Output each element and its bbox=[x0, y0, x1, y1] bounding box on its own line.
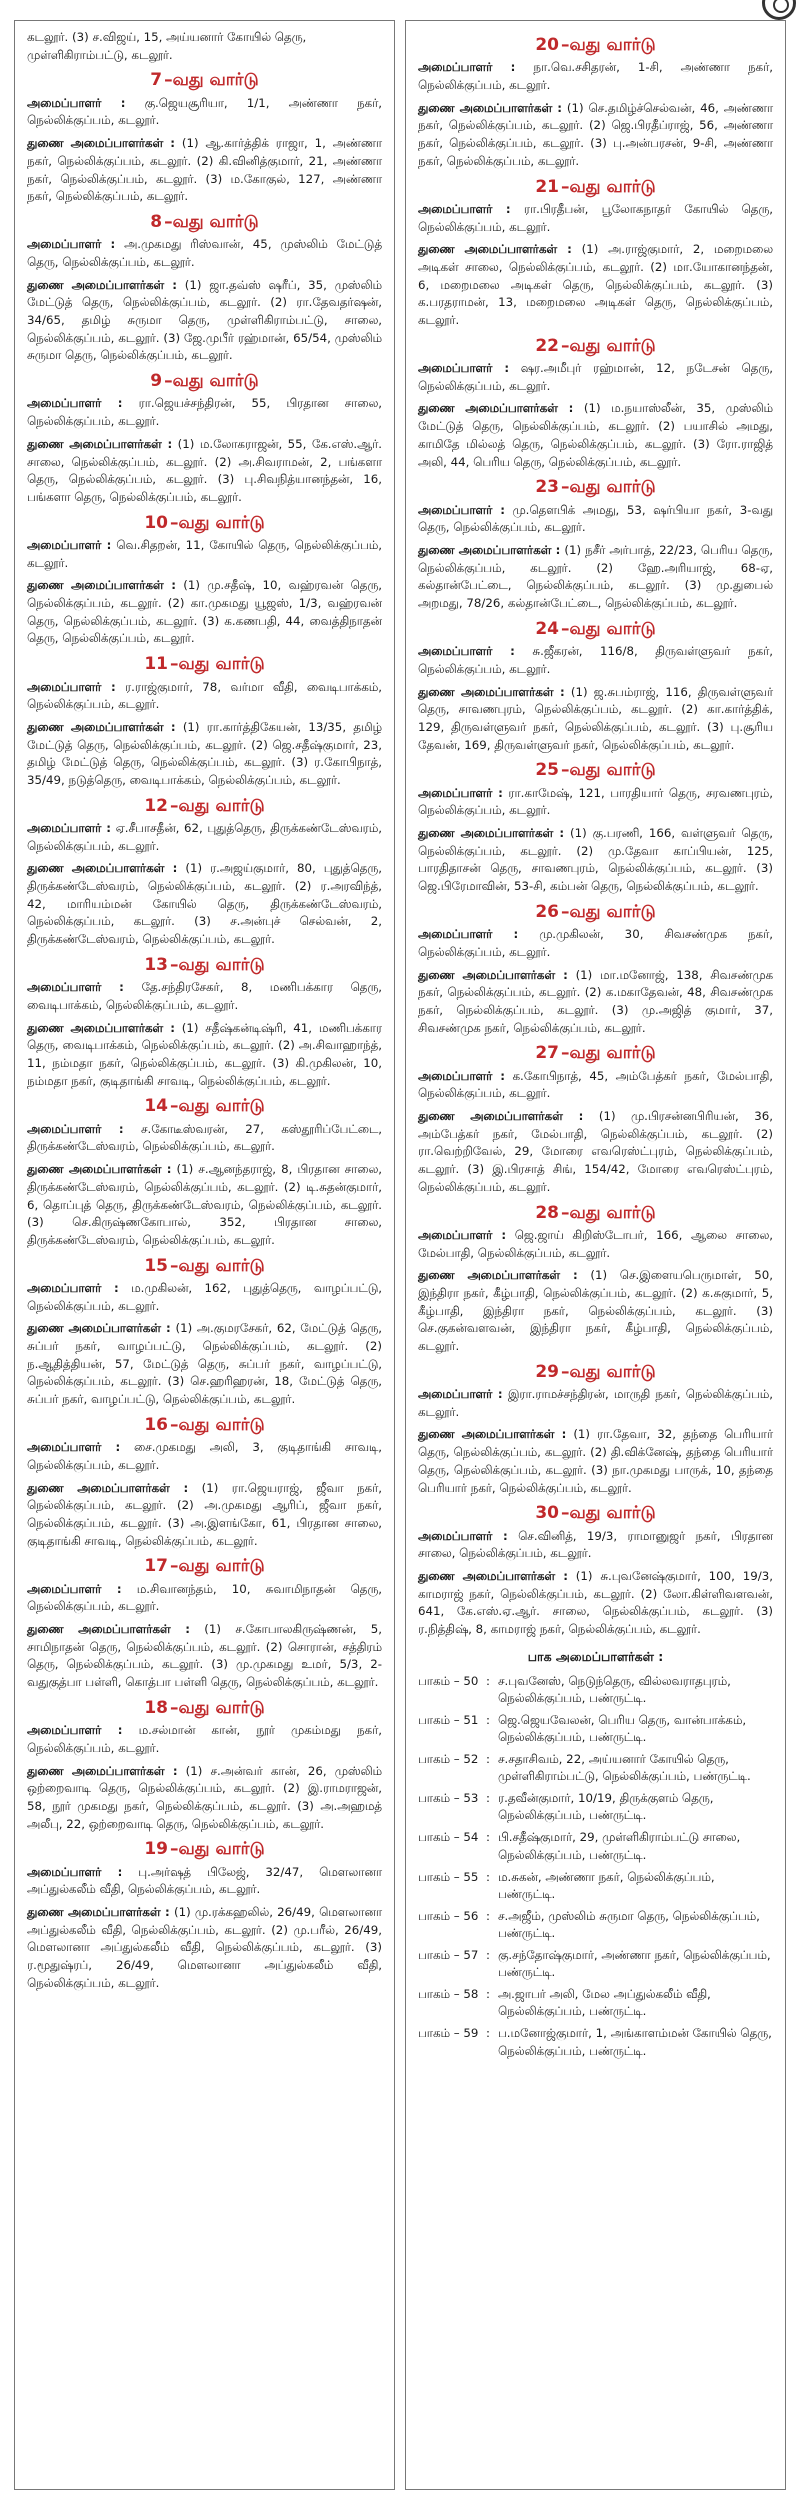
leader-value: ஏ.சீபாசதீன், 62, புதுத்தெரு, திருக்கண்டேஸ்வரம், நெல்லிக்குப்பம், கடலூர். bbox=[27, 821, 382, 853]
logo-icon bbox=[762, 0, 796, 20]
leader-line bbox=[418, 1386, 773, 1421]
deputies-label: துணை அமைப்பாளர்கள் : bbox=[27, 1905, 170, 1920]
leader-value: தே.சந்திரசேகர், 8, மணிபக்கார தெரு, வைடிபாக்கம், நெல்லிக்குப்பம், கடலூர். bbox=[27, 980, 383, 1012]
ward-heading: 20 –வது வார்டு bbox=[535, 35, 656, 55]
deputies-line bbox=[27, 1320, 382, 1408]
ward-heading: 12 –வது வார்டு bbox=[144, 795, 265, 816]
ward-number: 24 bbox=[535, 618, 560, 639]
leader-line bbox=[27, 95, 382, 130]
section-colon: : bbox=[486, 2026, 490, 2041]
section-value: பி.சதீஷ்குமார், 29, முள்ளிகிராம்பட்டு சாலை, நெல்லிக்குப்பம், பண்ருட்டி. bbox=[498, 1830, 741, 1862]
leader-label: அமைப்பாளர் : bbox=[418, 361, 510, 376]
ward-number: 25 bbox=[535, 760, 560, 781]
ward-block bbox=[27, 1698, 382, 1834]
deputies-value: (1) ச.அன்வர் கான், 26, முஸ்லிம் ஒற்றைவாடி தெரு, நெல்லிக்குப்பம், கடலூர். (2) இ.ராமராஜன், 58, நூர் முகமது நகர், நெல்லிக்குப்பம், கடலூர். (3) அ.அஹமத் அலீபு, 22, ஒற்றைவாடி தெரு, நெல்லிக்குப்பம், கடலூர். bbox=[27, 1763, 383, 1831]
leader-label: அமைப்பாளர் : bbox=[418, 60, 516, 75]
ward-heading: 23 –வது வார்டு bbox=[535, 477, 656, 498]
ward-heading: 25 –வது வார்டு bbox=[535, 760, 656, 781]
deputies-value: (1) மு.ரக்கஹலில், 26/49, மௌலானா அப்துல்கலீம் வீதி, நெல்லிக்குப்பம், கடலூர். (2) மு.பரீல், 26/49, மௌலானா அப்துல்கலீம் வீதி, நெல்லிக்குப்பம், கடலூர். (3) ர.மூதுஷ்ரப், 26/49, மௌலானா அப்துல்கலீம் வீதி, நெல்லிக்குப்பம், கடலூர். bbox=[27, 1905, 382, 1990]
deputies-label: துணை அமைப்பாளர்கள் : bbox=[27, 1622, 190, 1637]
ward-number: 10 bbox=[144, 512, 169, 533]
deputies-label: துணை அமைப்பாளர்கள் : bbox=[27, 1321, 171, 1336]
section-row bbox=[418, 1672, 773, 1711]
deputies-label: துணை அமைப்பாளர்கள் : bbox=[27, 719, 176, 734]
ward-suffix: வது வார்டு bbox=[178, 1096, 265, 1117]
section-label: பாகம் – 52 bbox=[418, 1752, 479, 1767]
section-value: ம.சுகன், அண்ணா நகர், நெல்லிக்குப்பம், பண்ருட்டி. bbox=[498, 1869, 715, 1901]
leader-label: அமைப்பாளர் : bbox=[418, 644, 515, 659]
deputies-value: (1) ஆ.கார்த்திக் ராஜா, 1, அண்ணா நகர், நெல்லிக்குப்பம், கடலூர். (2) கி.வினித்குமார், 21, அண்ணா நகர், நெல்லிக்குப்பம், கடலூர். (3) ம.கோகுல், 127, அண்ணா நகர், நெல்லிக்குப்பம், கடலூர். bbox=[27, 136, 382, 204]
leader-label: அமைப்பாளர் : bbox=[418, 785, 503, 800]
ward-suffix: வது வார்டு bbox=[569, 1043, 656, 1064]
ward-heading: 29 –வது வார்டு bbox=[535, 1361, 656, 1382]
leader-value: செ.வினித், 19/3, ராமானுஜர் நகர், பிரதான சாலை, நெல்லிக்குப்பம், கடலூர். bbox=[418, 1528, 774, 1561]
ward-heading: 13 –வது வார்டு bbox=[144, 954, 265, 975]
deputies-line bbox=[418, 1568, 773, 1639]
section-row bbox=[418, 1711, 773, 1750]
leader-line bbox=[418, 1068, 773, 1103]
leader-value: பு.அர்ஷத் பிலேஜ், 32/47, மௌலானா அப்துல்கலீம் வீதி, நெல்லிக்குப்பம், கடலூர். bbox=[27, 1864, 382, 1897]
ward-heading: 30 –வது வார்டு bbox=[535, 1503, 656, 1524]
leader-label: அமைப்பாளர் : bbox=[27, 95, 126, 110]
section-colon: : bbox=[486, 1673, 490, 1688]
deputies-value: (1) அ.ராஜ்குமார், 2, மறைமலை அடிகள் சாலை, நெல்லிக்குப்பம், கடலூர். (2) மா.யோகானந்தன், 6, மறைமலை அடிகள் தெரு, நெல்லிக்குப்பம், கடலூர். (3) க.பரதராமன், 13, மறைமலை அடிகள் தெரு, நெல்லிக்குப்பம், கடலூர். bbox=[418, 242, 774, 328]
leader-label: அமைப்பாளர் : bbox=[27, 1440, 121, 1455]
deputies-line bbox=[27, 1161, 382, 1249]
deputies-label: துணை அமைப்பாளர்கள் : bbox=[418, 826, 565, 841]
ward-suffix: வது வார்டு bbox=[569, 618, 656, 639]
ward-number: 15 bbox=[144, 1255, 169, 1276]
ward-number: 11 bbox=[144, 654, 169, 675]
leader-line bbox=[418, 360, 773, 395]
leader-label: அமைப்பாளர் : bbox=[27, 679, 116, 694]
leader-line bbox=[418, 785, 773, 820]
ward-suffix: வது வார்டு bbox=[178, 1414, 265, 1435]
section-row bbox=[418, 1789, 773, 1828]
deputies-label: துணை அமைப்பாளர்கள் : bbox=[418, 1109, 584, 1124]
deputies-value: (1) செ.இளையபெருமாள், 50, இந்திரா நகர், கீழ்பாதி, நெல்லிக்குப்பம், கடலூர். (2) க.சுகுமார், 5, கீழ்பாதி, இந்திரா நகர், நெல்லிக்குப்பம், கடலூர். (3) செ.குகன்வளவன், இந்திரா நகர், கீழ்பாதி, நெல்லிக்குப்பம், கடலூர். bbox=[418, 1268, 774, 1354]
deputies-label: துணை அமைப்பாளர்கள் : bbox=[27, 1020, 175, 1035]
deputies-line bbox=[27, 1763, 382, 1834]
ward-suffix: வது வார்டு bbox=[569, 1202, 656, 1223]
ward-block bbox=[27, 1839, 382, 1992]
ward-block bbox=[27, 654, 382, 790]
leader-line bbox=[418, 1528, 773, 1563]
deputies-line bbox=[27, 1904, 382, 1992]
section-label: பாகம் – 55 bbox=[418, 1869, 479, 1884]
ward-number: 18 bbox=[144, 1697, 169, 1718]
section-value: ச.சதாசிவம், 22, அய்யனார் கோயில் தெரு, முள்ளிகிராம்பட்டு, நெல்லிக்குப்பம், பண்ருட்டி. bbox=[498, 1752, 751, 1784]
ward-number: 22 bbox=[535, 335, 560, 356]
leader-line bbox=[27, 1722, 382, 1757]
ward-heading: 28 –வது வார்டு bbox=[535, 1202, 656, 1223]
deputies-label: துணை அமைப்பாளர்கள் : bbox=[418, 967, 568, 982]
deputies-line bbox=[27, 860, 382, 948]
ward-block bbox=[27, 371, 382, 507]
leader-value: மு.முகிலன், 30, சிவசண்முக நகர், நெல்லிக்குப்பம், கடலூர். bbox=[418, 927, 773, 959]
leader-label: அமைப்பாளர் : bbox=[418, 1528, 508, 1543]
deputies-line bbox=[418, 542, 773, 613]
section-value: ர.தவீன்குமார், 10/19, திருக்குளம் தெரு, நெல்லிக்குப்பம், பண்ருட்டி. bbox=[498, 1791, 714, 1823]
ward-heading: 15 –வது வார்டு bbox=[144, 1255, 265, 1276]
deputies-value: (1) ம.லோகராஜன், 55, கே.எஸ்.ஆர். சாலை, நெல்லிக்குப்பம், கடலூர். (2) அ.சிவராமன், 2, பங்களா தெரு, நெல்லிக்குப்பம், கடலூர். (3) பு.சிவநித்யானந்தன், 16, பங்களா தெரு, நெல்லிக்குப்பம், கடலூர். bbox=[27, 436, 383, 504]
ward-suffix: வது வார்டு bbox=[178, 954, 265, 975]
ward-block bbox=[27, 1256, 382, 1409]
columns-container bbox=[14, 20, 786, 2490]
ward-number: 17 bbox=[144, 1556, 169, 1577]
deputies-value: (1) ம.நயாஸ்லீன், 35, முஸ்லிம் மேட்டுத் தெரு, நெல்லிக்குப்பம், கடலூர். (2) பயாசில் அமது, காமிதே மில்லத் தெரு, நெல்லிக்குப்பம், கடலூர். (3) ரோ.ராஜித் அலி, 44, பெரிய தெரு, நெல்லிக்குப்பம், கடலூர். bbox=[418, 401, 773, 469]
deputies-line bbox=[418, 1267, 773, 1355]
leader-label: அமைப்பாளர் : bbox=[27, 1723, 123, 1738]
leader-value: ஜெ.ஜாய் கிறிஸ்டோபர், 166, ஆலை சாலை, மேல்பாதி, நெல்லிக்குப்பம், கடலூர். bbox=[418, 1227, 774, 1260]
deputies-label: துணை அமைப்பாளர்கள் : bbox=[418, 242, 572, 257]
deputies-label: துணை அமைப்பாளர்கள் : bbox=[27, 578, 176, 593]
ward-heading: 22 –வது வார்டு bbox=[535, 335, 656, 356]
leader-line bbox=[27, 236, 382, 271]
leader-value: ரா.காமேஷ், 121, பாரதியார் தெரு, சரவணபுரம், நெல்லிக்குப்பம், கடலூர். bbox=[418, 785, 773, 818]
deputies-label: துணை அமைப்பாளர்கள் : bbox=[418, 1568, 568, 1583]
deputies-value: (1) கு.பரணி, 166, வள்ளுவர் தெரு, நெல்லிக்குப்பம், கடலூர். (2) மு.தேவா காப்பியன், 125, பாரதிதாசன் தெரு, சாவணபுரம், நெல்லிக்குப்பம், கடலூர். (3) ஜெ.பிரேமாவின், 53-சி, கம்பன் தெரு, நெல்லிக்குப்பம், கடலூர். bbox=[418, 826, 774, 894]
ward-suffix: வது வார்டு bbox=[569, 35, 656, 55]
deputies-value: (1) மு.பிரசன்னபிரியன், 36, அம்பேத்கர் நகர், மேல்பாதி, நெல்லிக்குப்பம், கடலூர். (2) ரா.வெற்றிவேல், 29, மோரை எவரெஸ்ட்புரம், நெல்லிக்குப்பம், கடலூர். (3) இ.பிரசாத் சிங், 154/42, மோரை எவரெஸ்ட்புரம், நெல்லிக்குப்பம், கடலூர். bbox=[418, 1109, 773, 1194]
deputies-value: (1) சு.புவனேஷ்குமார், 100, 19/3, காமராஜ் நகர், நெல்லிக்குப்பம், கடலூர். (2) லோ.கிள்ளிவளவன், 641, கே.எஸ்.ஏ.ஆர். சாலை, நெல்லிக்குப்பம், கடலூர். (3) ர.நித்திஷ், 8, காமராஜ் நகர், நெல்லிக்குப்பம், கடலூர். bbox=[418, 1568, 773, 1637]
leader-value: கு.ஜெயசூரியா, 1/1, அண்ணா நகர், நெல்லிக்குப்பம், கடலூர். bbox=[27, 95, 383, 128]
deputies-label: துணை அமைப்பாளர்கள் : bbox=[418, 401, 574, 416]
leader-label: அமைப்பாளர் : bbox=[27, 980, 124, 995]
ward-suffix: வது வார்டு bbox=[172, 371, 259, 392]
deputies-line bbox=[418, 825, 773, 896]
ward-suffix: வது வார்டு bbox=[178, 1839, 265, 1860]
ward-heading: 9 –வது வார்டு bbox=[150, 371, 259, 392]
leader-line bbox=[418, 59, 773, 94]
deputies-label: துணை அமைப்பாளர்கள் : bbox=[27, 1480, 189, 1495]
ward-block bbox=[418, 35, 773, 171]
leader-value: ரா.ஜெயச்சந்திரன், 55, பிரதான சாலை, நெல்லிக்குப்பம், கடலூர். bbox=[27, 396, 383, 429]
ward-heading: 18 –வது வார்டு bbox=[144, 1697, 265, 1718]
section-colon: : bbox=[486, 1987, 490, 2002]
ward-block bbox=[418, 619, 773, 755]
section-row bbox=[418, 1946, 773, 1985]
section-label: பாகம் – 53 bbox=[418, 1791, 479, 1806]
leader-label: அமைப்பாளர் : bbox=[27, 237, 116, 252]
ward-heading: 19 –வது வார்டு bbox=[144, 1839, 265, 1860]
section-colon: : bbox=[486, 1869, 490, 1884]
deputies-value: (1) மா.மனோஜ், 138, சிவசண்முக நகர், நெல்லிக்குப்பம், கடலூர். (2) க.மகாதேவன், 48, சிவசண்முக நகர், நெல்லிக்குப்பம், கடலூர். (3) மு.அஜித் குமார், 37, சிவசண்முக நகர், நெல்லிக்குப்பம், கடலூர். bbox=[418, 967, 773, 1035]
leader-line bbox=[418, 201, 773, 236]
deputies-line bbox=[27, 436, 382, 507]
ward-suffix: வது வார்டு bbox=[178, 1556, 265, 1577]
deputies-value: (1) அ.குமரசேகர், 62, மேட்டுத் தெரு, சுப்பர் நகர், வாழப்பட்டு, நெல்லிக்குப்பம், கடலூர். (2) ந.ஆதித்தியன், 57, மேட்டுத் தெரு, சுப்பர் நகர், வாழப்பட்டு, நெல்லிக்குப்பம், கடலூர். (3) செ.ஹரிஹரன், 18, மேட்டுத் தெரு, சுப்பர் நகர், வாழப்பட்டு, நெல்லிக்குப்பம், கடலூர். bbox=[27, 1321, 383, 1407]
ward-block bbox=[27, 513, 382, 649]
ward-block bbox=[27, 1096, 382, 1249]
ward-heading: 27 –வது வார்டு bbox=[535, 1043, 656, 1064]
ward-suffix: வது வார்டு bbox=[178, 1255, 265, 1276]
leader-label: அமைப்பாளர் : bbox=[27, 538, 112, 552]
ward-heading: 24 –வது வார்டு bbox=[535, 618, 656, 639]
ward-suffix: வது வார்டு bbox=[178, 654, 265, 675]
deputies-line bbox=[27, 135, 382, 206]
leader-line bbox=[27, 1439, 382, 1474]
ward-block bbox=[418, 1503, 773, 1639]
section-colon: : bbox=[486, 1908, 490, 1923]
ward-block bbox=[418, 1043, 773, 1196]
leader-label: அமைப்பாளர் : bbox=[27, 1280, 119, 1295]
leader-label: அமைப்பாளர் : bbox=[418, 1227, 507, 1242]
leader-value: மு.தெளபிக் அமது, 53, ஷர்பியா நகர், 3-வது தெரு, நெல்லிக்குப்பம், கடலூர். bbox=[418, 502, 774, 535]
deputies-line bbox=[27, 719, 382, 790]
ward-heading: 7 –வது வார்டு bbox=[150, 70, 259, 91]
leader-line bbox=[27, 1864, 382, 1899]
ward-number: 29 bbox=[535, 1361, 560, 1382]
ward-heading: 10 –வது வார்டு bbox=[144, 512, 265, 533]
ward-number: 28 bbox=[535, 1202, 560, 1223]
section-colon: : bbox=[486, 1791, 490, 1806]
ward-suffix: வது வார்டு bbox=[178, 795, 265, 816]
section-colon: : bbox=[486, 1830, 490, 1845]
leader-value: ரா.பிரதீபன், பூலோகநாதர் கோயில் தெரு, நெல்லிக்குப்பம், கடலூர். bbox=[418, 201, 774, 234]
leader-line bbox=[27, 679, 382, 714]
deputies-line bbox=[27, 1621, 382, 1692]
deputies-label: துணை அமைப்பாளர்கள் : bbox=[418, 100, 563, 115]
leader-label: அமைப்பாளர் : bbox=[418, 201, 511, 216]
leader-line bbox=[418, 502, 773, 537]
ward-number: 30 bbox=[535, 1503, 560, 1524]
leader-label: அமைப்பாளர் : bbox=[27, 821, 111, 836]
leader-label: அமைப்பாளர் : bbox=[418, 1068, 505, 1083]
leader-label: அமைப்பாளர் : bbox=[27, 1864, 123, 1879]
ward-block bbox=[27, 1415, 382, 1551]
leader-value: இரா.ராமச்சந்திரன், மாருதி நகர், நெல்லிக்குப்பம், கடலூர். bbox=[418, 1387, 774, 1419]
leader-label: அமைப்பாளர் : bbox=[27, 396, 123, 411]
ward-block bbox=[418, 1203, 773, 1356]
ward-number: 9 bbox=[150, 371, 163, 392]
deputies-label: துணை அமைப்பாளர்கள் : bbox=[27, 277, 177, 292]
deputies-value: (1) ஜ.சுபம்ராஜ், 116, திருவள்ளுவர் தெரு, சாவணபுரம், நெல்லிக்குப்பம், கடலூர். (2) கா.கார்த்திக், 129, திருவள்ளுவர் நகர், நெல்லிக்குப்பம், கடலூர். (3) பு.சூரிய தேவன், 169, திருவள்ளுவர் நகர், நெல்லிக்குப்பம், கடலூர். bbox=[418, 684, 773, 752]
leader-label: அமைப்பாளர் : bbox=[418, 502, 505, 517]
deputies-value: (1) நசீர் அர்பாத், 22/23, பெரிய தெரு, நெல்லிக்குப்பம், கடலூர். (2) ஹே.அரியாஜ், 68-ஏ, கல்தான்பேட்டை, நெல்லிக்குப்பம், கடலூர். (3) மு.துபைல் அறமது, 78/26, கல்தான்பேட்டை, நெல்லிக்குப்பம், கடலூர். bbox=[418, 543, 773, 611]
ward-number: 16 bbox=[144, 1414, 169, 1435]
ward-heading: 21 –வது வார்டு bbox=[535, 176, 656, 197]
deputies-label: துணை அமைப்பாளர்கள் : bbox=[27, 1162, 172, 1177]
ward-number: 19 bbox=[144, 1839, 169, 1860]
section-row bbox=[418, 1750, 773, 1789]
section-label: பாகம் – 56 bbox=[418, 1908, 479, 1923]
ward-number: 21 bbox=[535, 176, 560, 197]
section-value: கு.சந்தோஷ்குமார், அண்ணா நகர், நெல்லிக்குப்பம், பண்ருட்டி. bbox=[498, 1948, 771, 1980]
deputies-value: (1) ரா.தேவா, 32, தந்தை பெரியார் தெரு, நெல்லிக்குப்பம், கடலூர். (2) தி.விக்னேஷ், தந்தை பெரியார் தெரு, நெல்லிக்குப்பம், கடலூர். (3) நா.முகமது பாருக், 10, தந்தை பெரியார் நகர், நெல்லிக்குப்பம், கடலூர். bbox=[418, 1427, 774, 1495]
leader-line bbox=[27, 537, 382, 572]
ward-block bbox=[418, 336, 773, 472]
deputies-label: துணை அமைப்பாளர்கள் : bbox=[418, 684, 565, 699]
section-row bbox=[418, 1907, 773, 1946]
leader-label: அமைப்பாளர் : bbox=[27, 1581, 122, 1596]
ward-heading: 11 –வது வார்டு bbox=[144, 654, 265, 675]
section-row bbox=[418, 2024, 773, 2063]
section-label: பாகம் – 54 bbox=[418, 1830, 479, 1845]
deputies-label: துணை அமைப்பாளர்கள் : bbox=[27, 436, 173, 451]
leader-value: நா.வெ.சசிதரன், 1-சி, அண்ணா நகர், நெல்லிக்குப்பம், கடலூர். bbox=[418, 60, 773, 93]
section-organizers-heading: பாக அமைப்பாளர்கள் : bbox=[527, 1648, 664, 1664]
ward-suffix: வது வார்டு bbox=[569, 477, 656, 498]
ward-suffix: வது வார்டு bbox=[172, 211, 259, 232]
section-label: பாகம் – 59 bbox=[418, 2026, 479, 2041]
lead-text: கடலூர். (3) ச.விஜய், 15, அய்யனார் கோயில் தெரு, முள்ளிகிராம்பட்டு, கடலூர். bbox=[27, 30, 307, 62]
ward-suffix: வது வார்டு bbox=[569, 335, 656, 356]
section-row bbox=[418, 1868, 773, 1907]
deputies-line bbox=[418, 241, 773, 329]
section-value: அ.ஜாபர் அலி, மேல அப்துல்கலீம் வீதி, நெல்லிக்குப்பம், பண்ருட்டி. bbox=[498, 1987, 711, 2019]
ward-block bbox=[27, 1556, 382, 1692]
deputies-value: (1) ரா.ஜெயராஜ், ஜீவா நகர், நெல்லிக்குப்பம், கடலூர். (2) அ.முகமது ஆரிப், ஜீவா நகர், நெல்லிக்குப்பம், கடலூர். (3) அ.இளங்கோ, 61, பிரதான சாலை, குடிதாங்கி சாவடி, நெல்லிக்குப்பம், கடலூர். bbox=[27, 1480, 382, 1548]
leader-label: அமைப்பாளர் : bbox=[27, 1121, 124, 1136]
ward-suffix: வது வார்டு bbox=[569, 760, 656, 781]
section-organizers-table bbox=[418, 1672, 773, 2064]
ward-block bbox=[27, 796, 382, 949]
ward-suffix: வது வார்டு bbox=[569, 1361, 656, 1382]
section-colon: : bbox=[486, 1712, 490, 1727]
deputies-label: துணை அமைப்பாளர்கள் : bbox=[27, 861, 178, 876]
leader-value: ம.சிவானந்தம், 10, சுவாமிநாதன் தெரு, நெல்லிக்குப்பம், கடலூர். bbox=[27, 1581, 383, 1614]
ward-number: 14 bbox=[144, 1096, 169, 1117]
left-column bbox=[14, 20, 395, 2490]
leader-label: அமைப்பாளர் : bbox=[418, 927, 519, 942]
deputies-line bbox=[27, 1020, 382, 1091]
ward-suffix: வது வார்டு bbox=[178, 512, 265, 533]
section-colon: : bbox=[486, 1948, 490, 1963]
leader-value: ம.சல்மான் கான், நூர் முகம்மது நகர், நெல்லிக்குப்பம், கடலூர். bbox=[27, 1723, 383, 1755]
section-label: பாகம் – 50 bbox=[418, 1673, 479, 1688]
ward-block bbox=[418, 760, 773, 896]
deputies-value: (1) ர.அஜய்குமார், 80, புதுத்தெரு, திருக்கண்டேஸ்வரம், நெல்லிக்குப்பம், கடலூர். (2) ர.அரவிந்த், 42, மாரியம்மன் கோயில் தெரு, திருக்கண்டேஸ்வரம், நெல்லிக்குப்பம், கடலூர். (3) ச.அன்புச் செல்வன், 2, திருக்கண்டேஸ்வரம், நெல்லிக்குப்பம், கடலூர். bbox=[27, 861, 382, 947]
deputies-line bbox=[418, 1108, 773, 1196]
ward-block bbox=[418, 1362, 773, 1498]
section-value: ச.அஜீம், முஸ்லிம் சுருமா தெரு, நெல்லிக்குப்பம், பண்ருட்டி. bbox=[498, 1908, 760, 1940]
ward-number: 27 bbox=[535, 1043, 560, 1064]
deputies-value: (1) ச.ஆனந்தராஜ், 8, பிரதான சாலை, திருக்கண்டேஸ்வரம், நெல்லிக்குப்பம், கடலூர். (2) டி.சுதன்குமார், 6, தொப்புத் தெரு, திருக்கண்டேஸ்வரம், நெல்லிக்குப்பம், கடலூர். (3) செ.கிருஷ்ணகோபால், 352, பிரதான சாலை, திருக்கண்டேஸ்வரம், நெல்லிக்குப்பம், கடலூர். bbox=[27, 1162, 383, 1247]
ward-block bbox=[418, 477, 773, 613]
ward-number: 20 bbox=[535, 35, 560, 55]
ward-suffix: வது வார்டு bbox=[569, 176, 656, 197]
leader-line bbox=[418, 643, 773, 678]
section-label: பாகம் – 58 bbox=[418, 1987, 479, 2002]
deputies-line bbox=[27, 1480, 382, 1551]
ward-block bbox=[27, 212, 382, 365]
leader-line bbox=[27, 1280, 382, 1315]
right-column bbox=[405, 20, 786, 2490]
deputies-label: துணை அமைப்பாளர்கள் : bbox=[418, 1268, 578, 1283]
deputies-label: துணை அமைப்பாளர்கள் : bbox=[418, 543, 561, 557]
deputies-line bbox=[27, 277, 382, 365]
leader-line bbox=[418, 1227, 773, 1262]
ward-number: 12 bbox=[144, 795, 169, 816]
ward-number: 8 bbox=[150, 211, 163, 232]
deputies-line bbox=[418, 400, 773, 471]
ward-number: 26 bbox=[535, 901, 560, 922]
ward-number: 13 bbox=[144, 954, 169, 975]
ward-suffix: வது வார்டு bbox=[569, 901, 656, 922]
deputies-value: (1) ரா.கார்த்திகேயன், 13/35, தமிழ் மேட்டுத் தெரு, நெல்லிக்குப்பம், கடலூர். (2) ஜெ.சதீஷ்குமார், 23, தமிழ் மேட்டுத் தெரு, நெல்லிக்குப்பம், கடலூர். (3) ர.கோபிநாத், 35/49, நடுத்தெரு, வைடிபாக்கம், நெல்லிக்குப்பம், கடலூர். bbox=[27, 719, 383, 787]
section-label: பாகம் – 57 bbox=[418, 1948, 479, 1963]
leader-value: சு.ஜீகரன், 116/8, திருவள்ளுவர் நகர், நெல்லிக்குப்பம், கடலூர். bbox=[418, 644, 773, 676]
ward-block bbox=[27, 70, 382, 206]
ward-suffix: வது வார்டு bbox=[178, 1697, 265, 1718]
leader-line bbox=[27, 395, 382, 430]
section-row bbox=[418, 1985, 773, 2024]
leader-line bbox=[27, 820, 382, 855]
section-colon: : bbox=[486, 1752, 490, 1767]
ward-heading: 16 –வது வார்டு bbox=[144, 1414, 265, 1435]
deputies-value: (1) செ.தமிழ்ச்செல்வன், 46, அண்ணா நகர், நெல்லிக்குப்பம், கடலூர். (2) ஜெ.பிரதீப்ராஜ், 56, அண்ணா நகர், நெல்லிக்குப்பம், கடலூர். (3) பு.அன்பரசன், 9-சி, அண்ணா நகர், நெல்லிக்குப்பம், கடலூர். bbox=[418, 100, 773, 168]
section-value: ஜெ.ஜெயவேலன், பெரிய தெரு, வான்பாக்கம், நெல்லிக்குப்பம், பண்ருட்டி. bbox=[498, 1712, 747, 1745]
deputies-value: (1) ச.கோபாலகிருஷ்ணன், 5, சாமிநாதன் தெரு, நெல்லிக்குப்பம், கடலூர். (2) சொரான், சத்திரம் தெரு, நெல்லிக்குப்பம், கடலூர். (3) மு.முகமது உமர், 5/3, 2-வதுகுத்பா பள்ளி, கொத்பா பள்ளி தெரு, நெல்லிக்குப்பம், கடலூர். bbox=[27, 1622, 383, 1690]
deputies-line bbox=[27, 577, 382, 648]
deputies-label: துணை அமைப்பாளர்கள் : bbox=[27, 1763, 178, 1778]
ward-heading: 17 –வது வார்டு bbox=[144, 1556, 265, 1577]
deputies-label: துணை அமைப்பாளர்கள் : bbox=[418, 1427, 567, 1442]
ward-block bbox=[27, 955, 382, 1091]
leader-value: வெ.சிதறன், 11, கோயில் தெரு, நெல்லிக்குப்பம், கடலூர். bbox=[27, 538, 383, 570]
deputies-line bbox=[418, 1426, 773, 1497]
leader-line bbox=[418, 926, 773, 961]
leader-value: சை.முகமது அலி, 3, குடிதாங்கி சாவடி, நெல்லிக்குப்பம், கடலூர். bbox=[27, 1440, 383, 1472]
deputies-line bbox=[418, 684, 773, 755]
deputies-value: (1) மு.சதீஷ், 10, வஹ்ரவன் தெரு, நெல்லிக்குப்பம், கடலூர். (2) கா.முகமது யூஜஸ், 1/3, வஹ்ரவன் தெரு, நெல்லிக்குப்பம், கடலூர். (3) க.கணபதி, 44, வைத்திநாதன் தெரு, நெல்லிக்குப்பம், கடலூர். bbox=[27, 578, 383, 646]
ward-number: 7 bbox=[150, 70, 163, 91]
leader-line bbox=[27, 1581, 382, 1616]
leader-line bbox=[27, 1121, 382, 1156]
leader-value: ச.கோடீஸ்வரன், 27, கஸ்தூரிப்பேட்டை, திருக்கண்டேஸ்வரம், நெல்லிக்குப்பம், கடலூர். bbox=[27, 1121, 383, 1154]
deputies-value: (1) சதீஷ்கன்டிஷ்ரி, 41, மணிபக்கார தெரு, வைடிபாக்கம், நெல்லிக்குப்பம், கடலூர். (2) அ.சிவாஹாந்த், 11, நம்மதா நகர், நெல்லிக்குப்பம், கடலூர். (3) கி.முகிலன், 10, நம்மதா நகர், குடிதாங்கி சாவடி, நெல்லிக்குப்பம், கடலூர். bbox=[27, 1020, 383, 1088]
ward-suffix: வது வார்டு bbox=[172, 70, 259, 91]
leader-value: அ.முகமது ரிஸ்வான், 45, முஸ்லிம் மேட்டுத் தெரு, நெல்லிக்குப்பம், கடலூர். bbox=[27, 237, 383, 269]
ward-number: 23 bbox=[535, 477, 560, 498]
ward-block bbox=[418, 177, 773, 330]
section-label: பாகம் – 51 bbox=[418, 1712, 479, 1727]
section-row bbox=[418, 1828, 773, 1867]
leader-value: க.கோபிநாத், 45, அம்பேத்கர் நகர், மேல்பாதி, நெல்லிக்குப்பம், கடலூர். bbox=[418, 1068, 774, 1101]
deputies-value: (1) ஜா.தவ்ஸ் ஷரீப், 35, முஸ்லிம் மேட்டுத் தெரு, நெல்லிக்குப்பம், கடலூர். (2) ரா.தேவதர்ஷன், 34/65, தமிழ் சுருமா தெரு, முள்ளிகிராம்பட்டு, சாலை, நெல்லிக்குப்பம், கடலூர். (3) ஜே.முபீர் ரஹ்மான், 65/54, முஸ்லிம் சுருமா தெரு, நெல்லிக்குப்பம், கடலூர். bbox=[27, 277, 382, 363]
section-value: ச.புவனேஸ், நெடுந்தெரு, வில்லவராதபுரம், நெல்லிக்குப்பம், பண்ருட்டி. bbox=[498, 1673, 731, 1705]
leader-value: ர.ராஜ்குமார், 78, வர்மா வீதி, வைடிபாக்கம், நெல்லிக்குப்பம், கடலூர். bbox=[27, 679, 382, 712]
leader-value: ஷர.அமீபுர் ரஹ்மான், 12, நடேசன் தெரு, நெல்லிக்குப்பம், கடலூர். bbox=[418, 361, 774, 393]
section-value: ப.மனோஜ்குமார், 1, அங்காளம்மன் கோயில் தெரு, நெல்லிக்குப்பம், பண்ருட்டி. bbox=[498, 2026, 772, 2058]
leader-label: அமைப்பாளர் : bbox=[418, 1387, 503, 1402]
deputies-line bbox=[418, 100, 773, 171]
ward-heading: 8 –வது வார்டு bbox=[150, 211, 259, 232]
ward-heading: 14 –வது வார்டு bbox=[144, 1096, 265, 1117]
ward-heading: 26 –வது வார்டு bbox=[535, 901, 656, 922]
leader-line bbox=[27, 979, 382, 1014]
ward-suffix: வது வார்டு bbox=[569, 1503, 656, 1524]
leader-value: ம.முகிலன், 162, புதுத்தெரு, வாழப்பட்டு, நெல்லிக்குப்பம், கடலூர். bbox=[27, 1280, 382, 1313]
ward-block bbox=[418, 902, 773, 1038]
deputies-label: துணை அமைப்பாளர்கள் : bbox=[27, 136, 176, 151]
deputies-line bbox=[418, 967, 773, 1038]
